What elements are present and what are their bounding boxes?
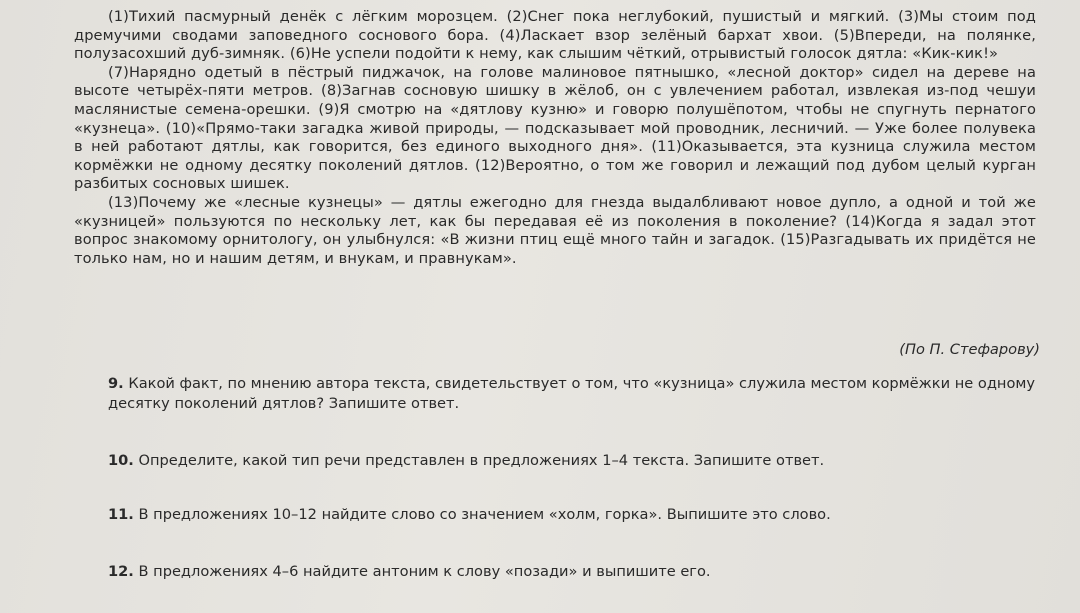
paragraph-1: (1)Тихий пасмурный денёк с лёгким морозцем. (2)Снег пока неглубокий, пушистый и мягкий. (3)Мы стоим под дремучими сводами заповедного соснового бора. (4)Ласкает взор зелёный бархат хвои. (5)Впереди, на полянке, полузасохший дуб-зимняк. (6)Не успели подойти к нему, как слышим чёткий, отрывистый голосок дятла: «Кик-кик!» <box>74 8 1036 63</box>
task-number: 12. <box>108 563 134 580</box>
passage-text <box>74 8 1036 268</box>
task-text: В предложениях 10–12 найдите слово со значением «холм, горка». Выпишите это слово. <box>138 506 831 523</box>
task-number: 9. <box>108 375 124 392</box>
task-text: Какой факт, по мнению автора текста, свидетельствует о том, что «кузница» служила местом кормёжки не одному десятку поколений дятлов? Запишите ответ. <box>108 375 1036 412</box>
author-attribution: (По П. Стефарову) <box>899 341 1040 358</box>
task-text: Определите, какой тип речи представлен в предложениях 1–4 текста. Запишите ответ. <box>138 452 825 469</box>
task-9 <box>74 374 1044 414</box>
task-11 <box>74 505 1044 525</box>
task-12 <box>74 562 1044 582</box>
task-number: 10. <box>108 452 134 469</box>
task-10 <box>74 451 1044 471</box>
paragraph-2: (7)Нарядно одетый в пёстрый пиджачок, на голове малиновое пятнышко, «лесной доктор» сидел на дереве на высоте четырёх-пяти метров. (8)Загнав сосновую шишку в жёлоб, он с увлечением работал, извлекая из-под чешуи маслянистые семена-орешки. (9)Я смотрю на «дятлову кузню» и говорю полушёпотом, чтобы не спугнуть пернатого «кузнеца». (10)«Прямо-таки загадка живой природы, — подсказывает мой проводник, лесничий. — Уже более полувека в ней работают дятлы, как говорится, без единого выходного дня». (11)Оказывается, эта кузница служила местом кормёжки не одному десятку поколений дятлов. (12)Вероятно, о том же говорил и лежащий под дубом целый курган разбитых сосновых шишек. <box>74 63 1036 193</box>
paragraph-3: (13)Почему же «лесные кузнецы» — дятлы ежегодно для гнезда выдалбливают новое дупло, а одной и той же «кузницей» пользуются по нескольку лет, как бы передавая её из поколения в поколение? (14)Когда я задал этот вопрос знакомому орнитологу, он улыбнулся: «В жизни птиц ещё много тайн и загадок. (15)Разгадывать их придётся не только нам, но и нашим детям, и внукам, и правнукам». <box>74 193 1036 267</box>
task-number: 11. <box>108 506 134 523</box>
task-text: В предложениях 4–6 найдите антоним к слову «позади» и выпишите его. <box>138 563 711 580</box>
